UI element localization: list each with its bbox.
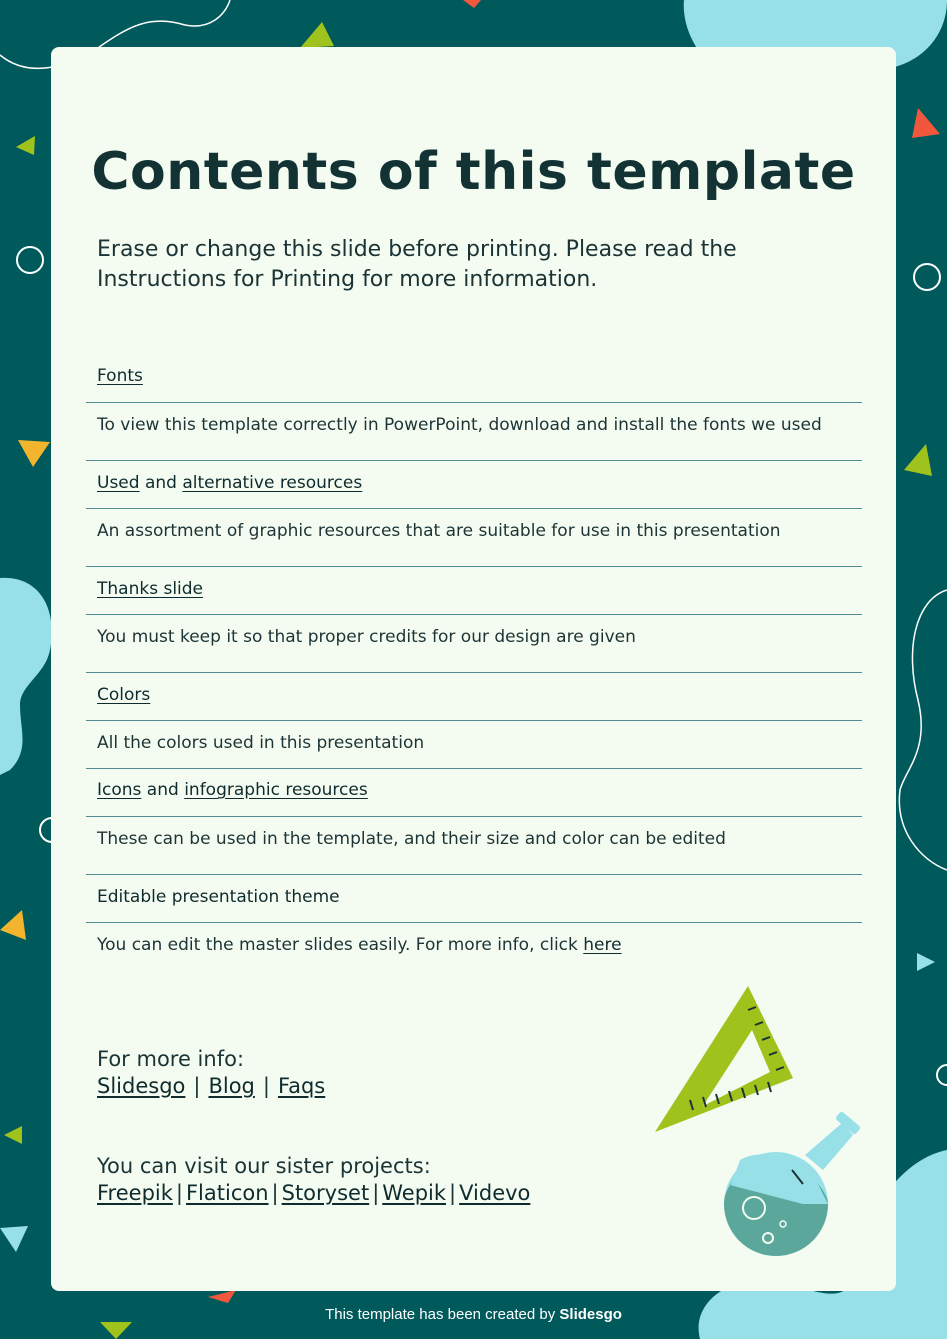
more-info-links: Slidesgo | Blog | Faqs — [97, 1074, 326, 1098]
triangle-green — [16, 136, 35, 155]
table-row: Icons and infographic resources — [86, 769, 862, 817]
triangle-blue — [0, 1226, 28, 1252]
triangle-green — [100, 1322, 132, 1339]
freepik-link[interactable]: Freepik — [97, 1181, 173, 1205]
triangle-green — [4, 1126, 22, 1144]
triangle-red — [463, 0, 481, 8]
triangle-red — [208, 1290, 236, 1303]
triangle-yellow — [0, 910, 26, 940]
contents-table — [86, 355, 862, 970]
icons-link[interactable]: Icons — [97, 780, 142, 800]
page-title: Contents of this template — [91, 142, 856, 202]
intro-text: Erase or change this slide before printing. Please read the Instructions for Printing for more information. — [97, 237, 737, 292]
triangle-green — [300, 22, 334, 48]
fonts-link[interactable]: Fonts — [97, 366, 143, 386]
content-card — [51, 47, 896, 1291]
used-resources-link[interactable]: Used — [97, 473, 140, 493]
table-row — [86, 403, 862, 461]
circle-outline — [17, 247, 43, 273]
editable-theme-description: You can edit the master slides easily. For more info, click — [97, 935, 584, 955]
here-link[interactable]: here — [583, 935, 622, 955]
footer-brand: Slidesgo — [559, 1306, 622, 1323]
triangle-green — [904, 444, 932, 476]
colors-link[interactable]: Colors — [97, 685, 151, 705]
table-row — [86, 923, 862, 970]
table-row — [86, 721, 862, 769]
table-row — [86, 509, 862, 567]
videvo-link[interactable]: Videvo — [459, 1181, 531, 1205]
triangle-blue — [917, 953, 935, 971]
footer-credit: This template has been created by Slidesgo — [325, 1306, 622, 1323]
triangle-yellow — [18, 440, 50, 467]
left-blob — [0, 578, 52, 775]
table-row — [86, 817, 862, 875]
sister-projects-label: You can visit our sister projects: — [97, 1154, 431, 1178]
table-row — [86, 673, 862, 721]
blog-link[interactable]: Blog — [208, 1074, 255, 1098]
table-row — [86, 355, 862, 403]
thanks-slide-link[interactable]: Thanks slide — [97, 579, 204, 599]
table-row — [86, 615, 862, 673]
table-row: Used and alternative resources — [86, 461, 862, 509]
circle-outline — [914, 264, 940, 290]
resources-description: An assortment of graphic resources that are suitable for use in this presentation — [97, 521, 781, 541]
slidesgo-link[interactable]: Slidesgo — [97, 1074, 186, 1098]
faqs-link[interactable]: Faqs — [277, 1074, 326, 1098]
sister-projects-links: Freepik | Flaticon | Storyset | Wepik | Videvo — [97, 1181, 531, 1205]
flaticon-link[interactable]: Flaticon — [185, 1181, 269, 1205]
fonts-description: To view this template correctly in PowerPoint, download and install the fonts we used — [97, 415, 822, 435]
thanks-description: You must keep it so that proper credits for our design are given — [97, 627, 636, 647]
wepik-link[interactable]: Wepik — [382, 1181, 447, 1205]
table-row — [86, 875, 862, 923]
triangle-red — [912, 108, 940, 138]
storyset-link[interactable]: Storyset — [281, 1181, 370, 1205]
circle-outline — [937, 1065, 947, 1085]
editable-theme-heading: Editable presentation theme — [97, 887, 340, 907]
icons-description: These can be used in the template, and their size and color can be edited — [97, 829, 726, 849]
more-info-label: For more info: — [97, 1047, 245, 1071]
alternative-resources-link[interactable]: alternative resources — [182, 473, 363, 493]
table-row — [86, 567, 862, 615]
infographic-resources-link[interactable]: infographic resources — [184, 780, 368, 800]
colors-description: All the colors used in this presentation — [97, 733, 425, 753]
